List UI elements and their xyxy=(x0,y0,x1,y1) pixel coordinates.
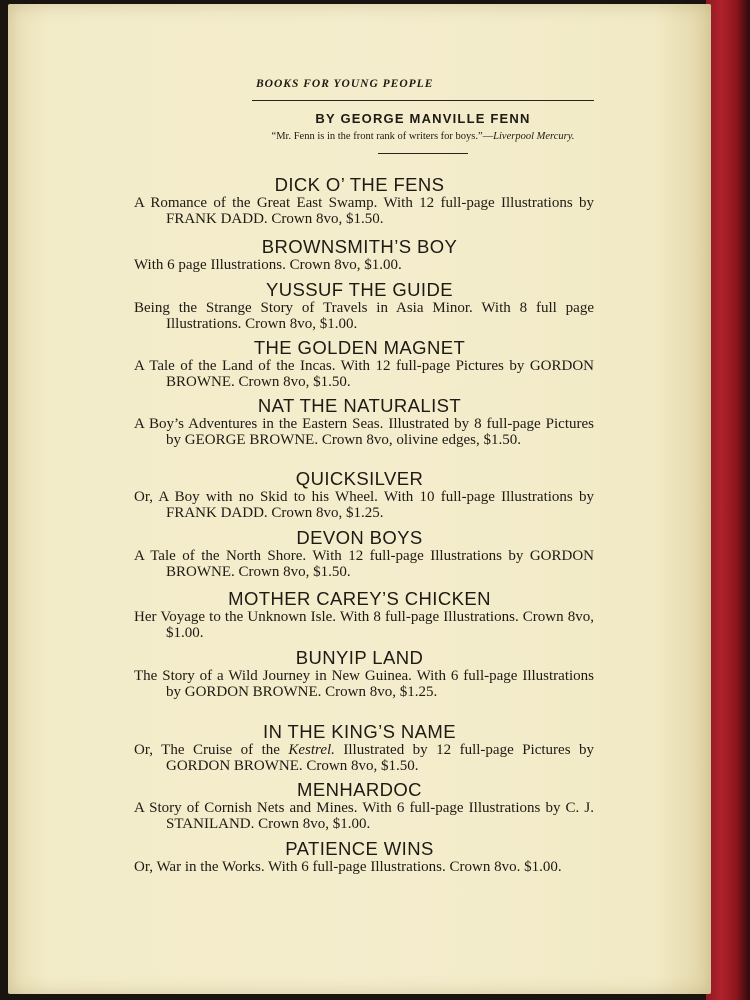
book-entry xyxy=(8,337,711,390)
book-title: BUNYIP LAND xyxy=(295,647,424,668)
book-description: The Story of a Wild Journey in New Guinea. With 6 full-page Illustrations by GORDON BROWNE. Crown 8vo, $1.25. xyxy=(134,668,594,700)
running-head: BOOKS FOR YOUNG PEOPLE xyxy=(256,78,434,90)
book-title: MENHARDOC xyxy=(297,779,422,800)
book-entry xyxy=(8,468,711,521)
book-description: Her Voyage to the Unknown Isle. With 8 full-page Illustrations. Crown 8vo, $1.00. xyxy=(134,609,594,641)
book-entry xyxy=(8,236,711,274)
ship-name: Kestrel. xyxy=(288,742,335,758)
book-entry xyxy=(8,721,711,774)
book-description: Or, A Boy with no Skid to his Wheel. With 10 full-page Illustrations by FRANK DADD. Crown 8vo, $1.25. xyxy=(134,489,594,521)
book-cover-edge xyxy=(706,0,750,1000)
book-entry xyxy=(8,588,711,641)
book-entry xyxy=(8,527,711,580)
book-title: IN THE KING’S NAME xyxy=(263,721,456,742)
book-description: A Romance of the Great East Swamp. With 12 full-page Illustrations by FRANK DADD. Crown 8vo, $1.50. xyxy=(134,195,594,227)
book-entry xyxy=(8,174,711,227)
book-entry xyxy=(8,395,711,448)
book-title: YUSSUF THE GUIDE xyxy=(266,279,453,300)
book-title: DEVON BOYS xyxy=(296,527,423,548)
book-entry xyxy=(8,779,711,832)
book-title: MOTHER CAREY’S CHICKEN xyxy=(228,588,491,609)
book-description: Being the Strange Story of Travels in Asia Minor. With 8 full page Illustrations. Crown 8vo, $1.00. xyxy=(134,300,594,332)
review-quote xyxy=(252,131,594,142)
book-title: DICK O’ THE FENS xyxy=(274,174,445,195)
book-description: A Tale of the North Shore. With 12 full-page Illustrations by GORDON BROWNE. Crown 8vo, $1.50. xyxy=(134,548,594,580)
book-description: With 6 page Illustrations. Crown 8vo, $1.00. xyxy=(134,257,402,273)
quote-source: Liverpool Mercury. xyxy=(493,131,575,142)
book-description: A Tale of the Land of the Incas. With 12 full-page Pictures by GORDON BROWNE. Crown 8vo, $1.50. xyxy=(134,358,594,390)
page-content xyxy=(8,4,711,994)
book-title: THE GOLDEN MAGNET xyxy=(253,337,466,358)
desc-text: Or, The Cruise of the xyxy=(134,742,289,758)
book-title: PATIENCE WINS xyxy=(285,838,434,859)
book-entry xyxy=(8,279,711,332)
book-entry xyxy=(8,647,711,700)
quote-text: “Mr. Fenn is in the front rank of writers for boys.”— xyxy=(271,131,494,142)
book-page xyxy=(8,4,711,994)
book-description: A Boy’s Adventures in the Eastern Seas. Illustrated by 8 full-page Pictures by GEORGE BROWNE. Crown 8vo, olivine edges, $1.50. xyxy=(134,416,594,448)
book-title: NAT THE NATURALIST xyxy=(257,395,462,416)
book-entry xyxy=(8,838,711,876)
header-rule xyxy=(252,100,594,101)
book-description: Or, War in the Works. With 6 full-page Illustrations. Crown 8vo. $1.00. xyxy=(134,859,562,875)
short-rule xyxy=(378,153,468,154)
book-description xyxy=(134,743,594,774)
book-title: QUICKSILVER xyxy=(295,468,424,489)
author-heading: BY GEORGE MANVILLE FENN xyxy=(315,111,531,126)
book-title: BROWNSMITH’S BOY xyxy=(261,236,458,257)
desc-text: Illustrated by 12 full-page Pictures by GORDON BROWNE. Crown 8vo, $1.50. xyxy=(166,742,595,774)
book-description: A Story of Cornish Nets and Mines. With 6 full-page Illustrations by C. J. STANILAND. Crown 8vo, $1.00. xyxy=(134,800,594,832)
